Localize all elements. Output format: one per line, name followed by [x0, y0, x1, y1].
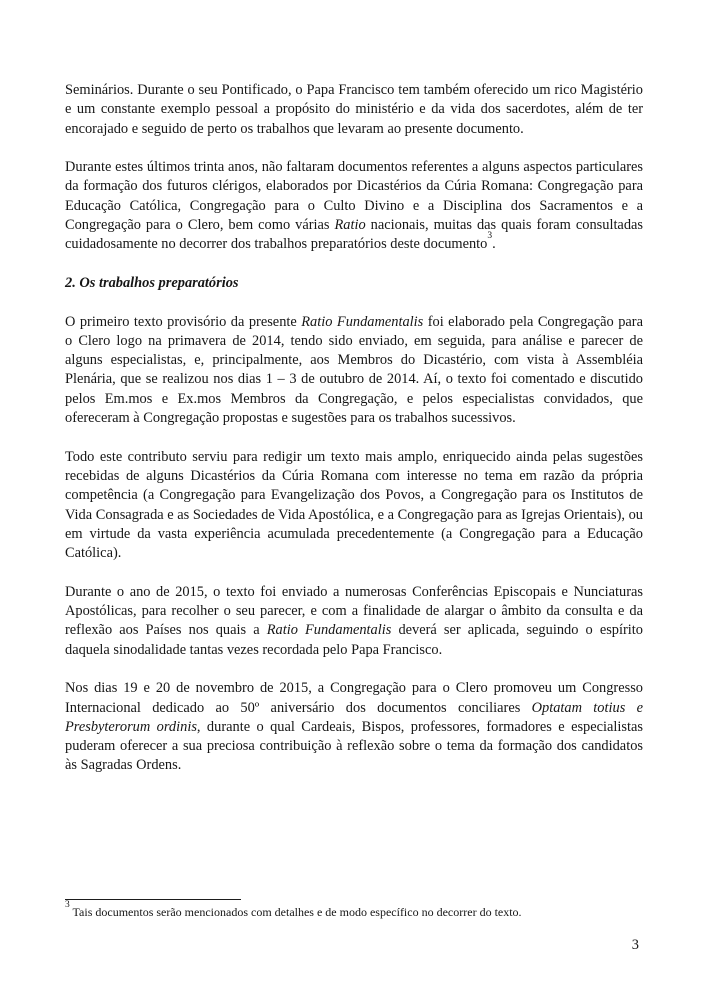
- footnote-reference: 3: [487, 231, 493, 242]
- footnote-text: Tais documentos serão mencionados com detalhes e de modo específico no decorrer do texto.: [72, 905, 522, 919]
- footnote: [65, 899, 643, 920]
- text-run: foi elaborado pela Congregação para o Clero logo na primavera de 2014, tendo sido enviado, em seguida, para análise e parecer de alguns especialistas, e, principalmente, aos Membros do Dicastério, com vista à Assembléia Plenária, que se realizou nos dias 1 – 3 de outubro de 2014. Aí, o texto foi comentado e discutido pelos Em.mos e Ex.mos Membros da Congregação, e pelos especialistas convidados, que ofereceram à Congregação propostas e sugestões para os trabalhos sucessivos.: [65, 313, 643, 427]
- section-heading: [65, 274, 643, 293]
- paragraph: [65, 679, 643, 775]
- footnote-area: [65, 899, 643, 920]
- paragraph: [65, 158, 643, 254]
- document-body: [65, 81, 643, 795]
- text-run: Durante o ano de 2015, o texto foi enviado a numerosas Conferências Episcopais e Nunciaturas Apostólicas, para recolher o seu parecer, e com a finalidade de alargar o âmbito da consulta e da reflexão aos Países nos quais a: [65, 583, 643, 639]
- paragraph: [65, 81, 643, 139]
- text-run: , durante o qual Cardeais, Bispos, professores, formadores e especialistas puderam oferecer a sua preciosa contribuição à reflexão sobre o tema da formação dos candidatos às Sagradas Ordens.: [65, 718, 643, 774]
- footnote-separator: [65, 899, 241, 900]
- text-run: .: [492, 236, 496, 253]
- text-run: Todo este contributo serviu para redigir um texto mais amplo, enriquecido ainda pelas sugestões recebidas de alguns Dicastérios da Cúria Romana com interesse no tema em razão da própria competência (a Congregação para Evangelização dos Povos, a Congregação para os Institutos de Vida Consagrada e as Sociedades de Vida Apostólica, e a Congregação para as Igrejas Orientais), ou em virtude da vasta experiência acumulada precedentemente (a Congregação para a Educação Católica).: [65, 448, 643, 562]
- page-number: 3: [631, 937, 639, 953]
- italic-text: Ratio Fundamentalis: [266, 622, 392, 639]
- text-run: Seminários. Durante o seu Pontificado, o Papa Francisco tem também oferecido um rico Magistério e um constante exemplo pessoal a propósito do ministério e da vida dos sacerdotes, além de ter encorajado e seguido de perto os trabalhos que levaram ao presente documento.: [65, 82, 643, 137]
- paragraph: [65, 448, 643, 564]
- text-run: Nos dias 19 e 20 de novembro de 2015, a Congregação para o Clero promoveu um Congresso Internacional dedicado ao 50º aniversário dos documentos conciliares: [65, 680, 643, 716]
- italic-text: Ratio Fundamentalis: [301, 313, 424, 330]
- text-run: 2. Os trabalhos preparatórios: [65, 274, 239, 291]
- text-run: deverá ser aplicada, seguindo o espírito daquela sinodalidade tantas vezes recordada pelo Papa Francisco.: [65, 622, 643, 658]
- text-run: O primeiro texto provisório da presente: [65, 313, 302, 330]
- italic-text: Ratio: [334, 217, 366, 234]
- italic-text: Optatam totius e Presbyterorum ordinis: [65, 699, 644, 735]
- text-run: nacionais, muitas das quais foram consultadas cuidadosamente no decorrer dos trabalhos preparatórios deste documento: [65, 217, 644, 253]
- text-run: Durante estes últimos trinta anos, não faltaram documentos referentes a alguns aspectos particulares da formação dos futuros clérigos, elaborados por Dicastérios da Cúria Romana: Congregação para Educação Católica, Congregação para o Culto Divino e a Disciplina dos Sacramentos e a Congregação para o Clero, bem como várias: [65, 159, 643, 234]
- footnote-marker: 3: [65, 899, 70, 910]
- paragraph: [65, 583, 643, 660]
- paragraph: [65, 313, 643, 429]
